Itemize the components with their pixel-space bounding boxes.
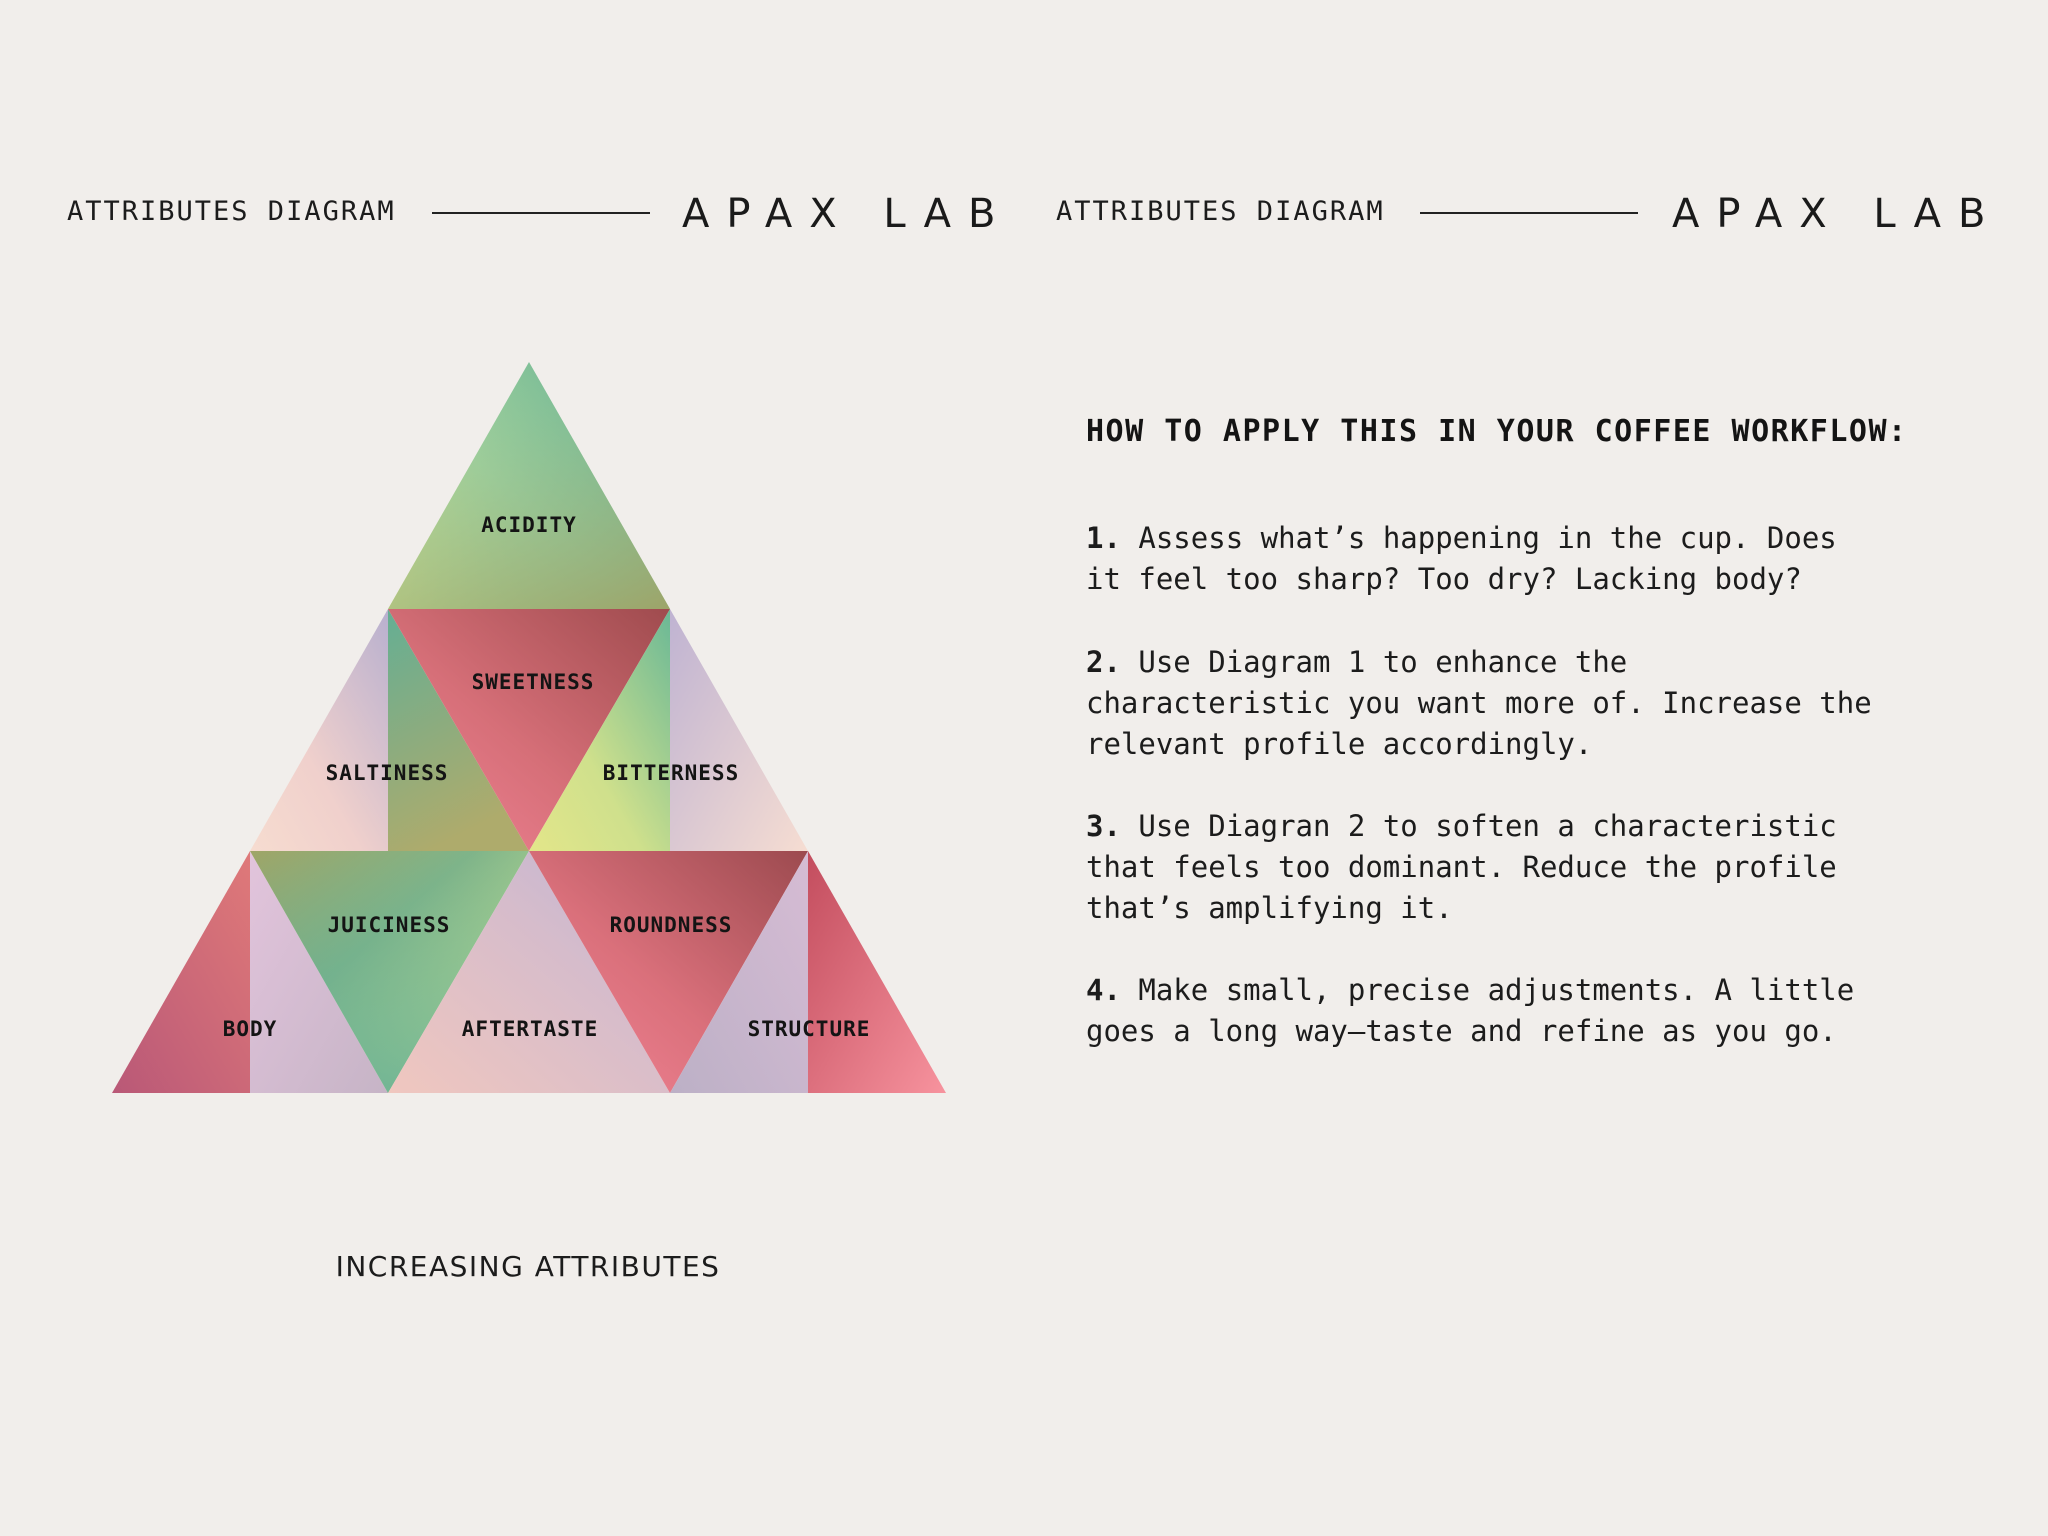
step-text: that feels too dominant. Reduce the profile [1086,850,1837,884]
step-text: Make small, precise adjustments. A little [1138,973,1855,1007]
workflow-heading: HOW TO APPLY THIS IN YOUR COFFEE WORKFLOW: [1086,414,1908,449]
step-number: 1. [1086,521,1121,555]
acidity-segment [388,362,670,609]
step-text: Use Diagram 1 to enhance the [1138,645,1628,679]
header-divider [1420,212,1638,214]
structure-label: STRUCTURE [747,1017,871,1041]
step-text: Assess what’s happening in the cup. Does [1138,521,1837,555]
step-3 [1086,806,1986,929]
brand-text: APAX LAB [682,191,1013,237]
step-text: Use Diagran 2 to soften a characteristic [1138,809,1837,843]
step-text: relevant profile accordingly. [1086,727,1593,761]
step-text: that’s amplifying it. [1086,891,1453,925]
step-text: goes a long way—taste and refine as you go. [1086,1014,1837,1048]
aftertaste-label: AFTERTASTE [461,1017,599,1041]
body-label: BODY [222,1017,278,1041]
saltiness-label: SALTINESS [325,761,449,785]
bitterness-label: BITTERNESS [602,761,740,785]
step-text: characteristic you want more of. Increase the [1086,686,1872,720]
step-number: 4. [1086,973,1121,1007]
step-2 [1086,642,1986,765]
brand-text: APAX LAB [1672,191,2003,237]
header-label: ATTRIBUTES DIAGRAM [67,196,396,227]
sweetness-label: SWEETNESS [471,670,595,694]
diagram-caption: INCREASING ATTRIBUTES [335,1250,721,1283]
roundness-label: ROUNDNESS [609,913,733,937]
right-page [1024,0,2048,1536]
step-number: 3. [1086,809,1121,843]
acidity-label: ACIDITY [481,513,577,537]
juiciness-label: JUICINESS [327,913,451,937]
step-number: 2. [1086,645,1121,679]
brand-logo [1672,190,2003,237]
step-text: it feel too sharp? Too dry? Lacking body? [1086,562,1802,596]
attributes-pyramid [0,0,1024,1200]
header-label: ATTRIBUTES DIAGRAM [1056,196,1385,227]
step-1 [1086,518,1986,600]
step-4 [1086,970,1986,1052]
